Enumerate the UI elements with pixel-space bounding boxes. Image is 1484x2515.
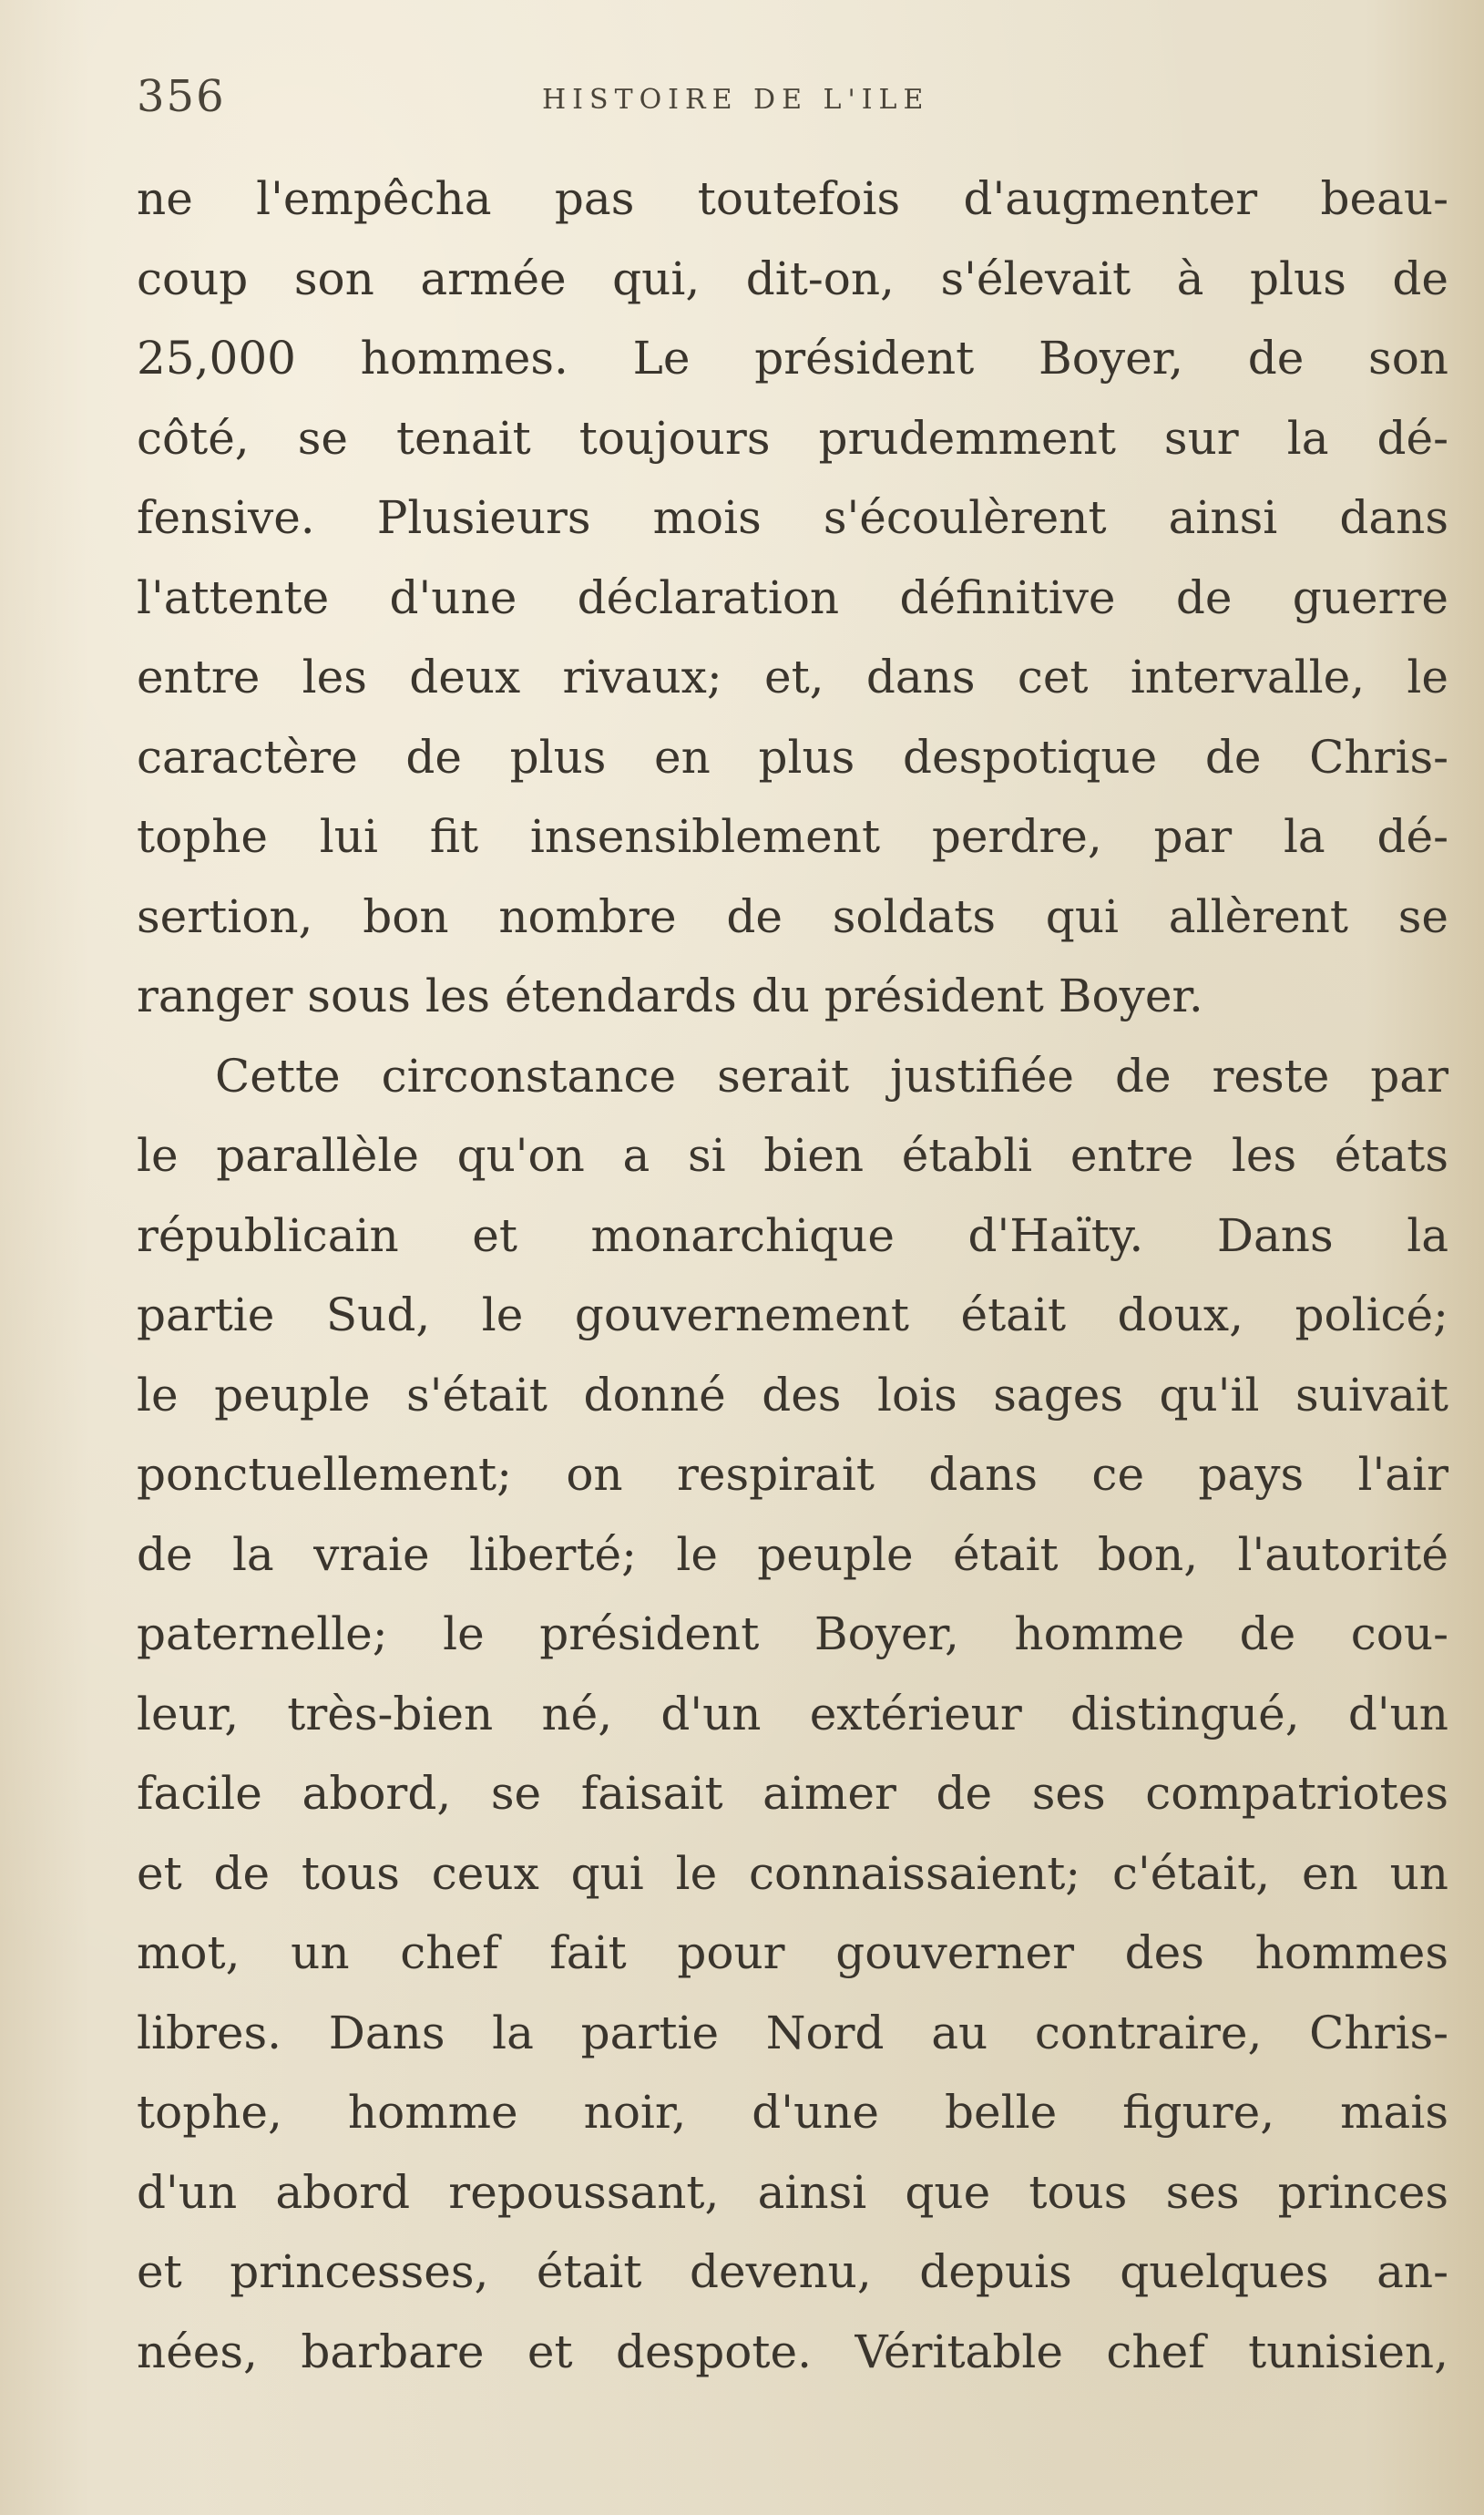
text-line: nées, barbare et despote. Véritable chef tunisien, xyxy=(137,2325,1448,2378)
text-line: Cette circonstance serait justifiée de reste par xyxy=(215,1049,1448,1103)
text-line: ne l'empêcha pas toutefois d'augmenter beau- xyxy=(137,172,1448,225)
text-line: de la vraie liberté; le peuple était bon, l'autorité xyxy=(137,1527,1448,1581)
text-line: tophe lui fit insensiblement perdre, par la dé- xyxy=(137,810,1448,863)
text-line: l'attente d'une déclaration définitive de guerre xyxy=(137,570,1448,624)
text-line: sertion, bon nombre de soldats qui allèrent se xyxy=(137,889,1448,943)
text-line: le peuple s'était donné des lois sages qu'il suivait xyxy=(137,1368,1448,1422)
page-number: 356 xyxy=(137,71,226,122)
text-line: d'un abord repoussant, ainsi que tous ses princes xyxy=(137,2165,1448,2219)
text-line: ranger sous les étendards du président Boyer. xyxy=(137,970,1203,1022)
text-line: 25,000 hommes. Le président Boyer, de son xyxy=(137,332,1448,385)
text-line: et de tous ceux qui le connaissaient; c'était, en un xyxy=(137,1846,1448,1900)
text-line: tophe, homme noir, d'une belle figure, mais xyxy=(137,2086,1448,2139)
text-line: côté, se tenait toujours prudemment sur la dé- xyxy=(137,411,1448,465)
text-line: et princesses, était devenu, depuis quelques an- xyxy=(137,2245,1448,2298)
text-line: facile abord, se faisait aimer de ses compatriotes xyxy=(137,1767,1448,1820)
text-line: partie Sud, le gouvernement était doux, policé; xyxy=(137,1288,1448,1341)
text-line: entre les deux rivaux; et, dans cet intervalle, le xyxy=(137,651,1448,703)
text-line: caractère de plus en plus despotique de Chris- xyxy=(137,730,1448,784)
running-head: HISTOIRE DE L'ILE xyxy=(542,84,930,116)
text-line: leur, très-bien né, d'un extérieur distingué, d'un xyxy=(137,1687,1448,1740)
text-line: ponctuellement; on respirait dans ce pays l'air xyxy=(137,1448,1448,1501)
text-line: le parallèle qu'on a si bien établi entre les états xyxy=(137,1129,1448,1182)
text-line: fensive. Plusieurs mois s'écoulèrent ainsi dans xyxy=(137,491,1448,544)
page-header xyxy=(137,71,1394,144)
text-line: républicain et monarchique d'Haïty. Dans la xyxy=(137,1208,1448,1262)
text-line: mot, un chef fait pour gouverner des hommes xyxy=(137,1926,1448,1979)
text-line: coup son armée qui, dit-on, s'élevait à plus de xyxy=(137,252,1448,305)
text-line: paternelle; le président Boyer, homme de cou- xyxy=(137,1607,1448,1660)
body-text xyxy=(137,159,1448,2392)
text-line: libres. Dans la partie Nord au contraire, Chris- xyxy=(137,2006,1448,2059)
